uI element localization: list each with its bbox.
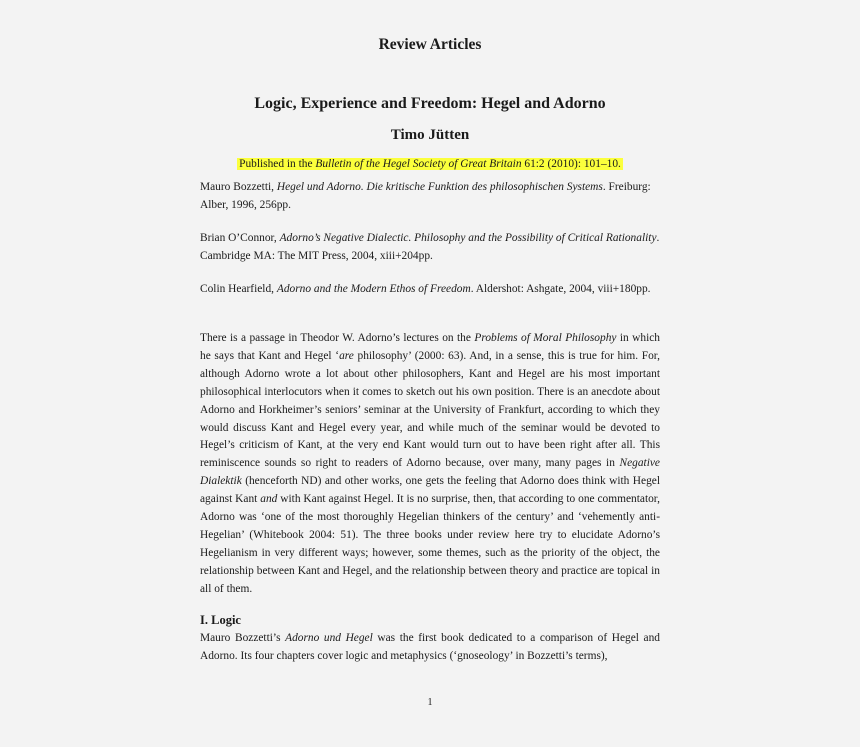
- review-book-title: Hegel und Adorno. Die kritische Funktion des philosophischen Systems: [276, 181, 603, 193]
- intro-text: in which he says that Kant and Hegel ‘: [200, 332, 660, 362]
- intro-text: (henceforth ND) and other works, one gets the feeling that Adorno does think with Hegel against Kant: [200, 475, 660, 506]
- review-entry-3: [200, 281, 660, 299]
- review-book-title: Adorno’s Negative Dialectic. Philosophy and the Possibility of Critical Rationality: [279, 232, 657, 244]
- review-details: . Cambridge MA: The MIT Press, 2004, xiii+204pp.: [200, 232, 660, 262]
- article-author: Timo Jütten: [390, 127, 470, 143]
- review-details: . Aldershot: Ashgate, 2004, viii+180pp.: [470, 283, 651, 295]
- publication-note: [237, 158, 623, 170]
- intro-italic: and: [260, 493, 278, 506]
- publication-note-line: [0, 156, 860, 173]
- intro-text: There is a passage in Theodor W. Adorno’s lectures on the: [200, 332, 475, 344]
- page-number: 1: [427, 697, 433, 708]
- review-book-title: Adorno and the Modern Ethos of Freedom: [276, 283, 471, 295]
- section1-italic: Adorno und Hegel: [285, 632, 373, 644]
- section1-text: Mauro Bozzetti’s: [200, 632, 286, 644]
- section-header: Review Articles: [378, 36, 482, 53]
- intro-paragraph: [200, 330, 660, 599]
- review-author: Brian O’Connor,: [200, 232, 280, 244]
- review-details: . Freiburg: Alber, 1996, 256pp.: [200, 181, 651, 211]
- intro-italic: Problems of Moral Philosophy: [474, 332, 617, 344]
- review-entry-2: [200, 230, 660, 266]
- intro-text: philosophy’ (2000: 63). And, in a sense, this is true for him. For, although Adorno wrote a lot about other philosophers, Kant and Hegel are his most important philosophical interlocutors when it comes to sketch out his own position. There is an anecdote about Adorno and Horkheimer’s seniors’ seminar at the University of Frankfurt, according to which they would discuss Kant and Hegel every year, and while much of the seminar would be devoted to Hegel’s criticism of Kant, at the very end Kant would turn out to have been right after all. This reminiscence sounds so right to readers of Adorno because, over many, many pages in: [200, 349, 660, 470]
- review-author: Colin Hearfield,: [200, 283, 277, 295]
- section1-paragraph: [200, 630, 660, 666]
- intro-italic: Negative Dialektik: [200, 457, 660, 488]
- intro-italic: are: [339, 349, 354, 362]
- review-author: Mauro Bozzetti,: [200, 181, 277, 193]
- pub-note-prefix: Published in the: [239, 158, 316, 170]
- section1-text: was the first book dedicated to a comparison of Hegel and Adorno. Its four chapters cover logic and metaphysics (‘gnoseology’ in Bozzetti’s terms),: [200, 632, 660, 662]
- review-entry-1: [200, 179, 660, 215]
- section-heading-logic: I. Logic: [200, 613, 241, 627]
- intro-text: with Kant against Hegel. It is no surprise, then, that according to one commentator, Adorno was ‘one of the most thoroughly Hegelian thinkers of the century’ and ‘vehemently anti-Hegelian’ (Whitebook 2004: 51). The three books under review here try to elucidate Adorno’s Hegelianism in very different ways; however, some themes, such as the priority of the object, the relationship between Kant and Hegel, and the relationship between theory and practice are topical in all of them.: [200, 493, 660, 595]
- pub-note-suffix: 61:2 (2010): 101–10.: [521, 158, 621, 170]
- article-title: Logic, Experience and Freedom: Hegel and Adorno: [254, 95, 606, 112]
- pub-note-journal: Bulletin of the Hegel Society of Great Britain: [315, 158, 522, 170]
